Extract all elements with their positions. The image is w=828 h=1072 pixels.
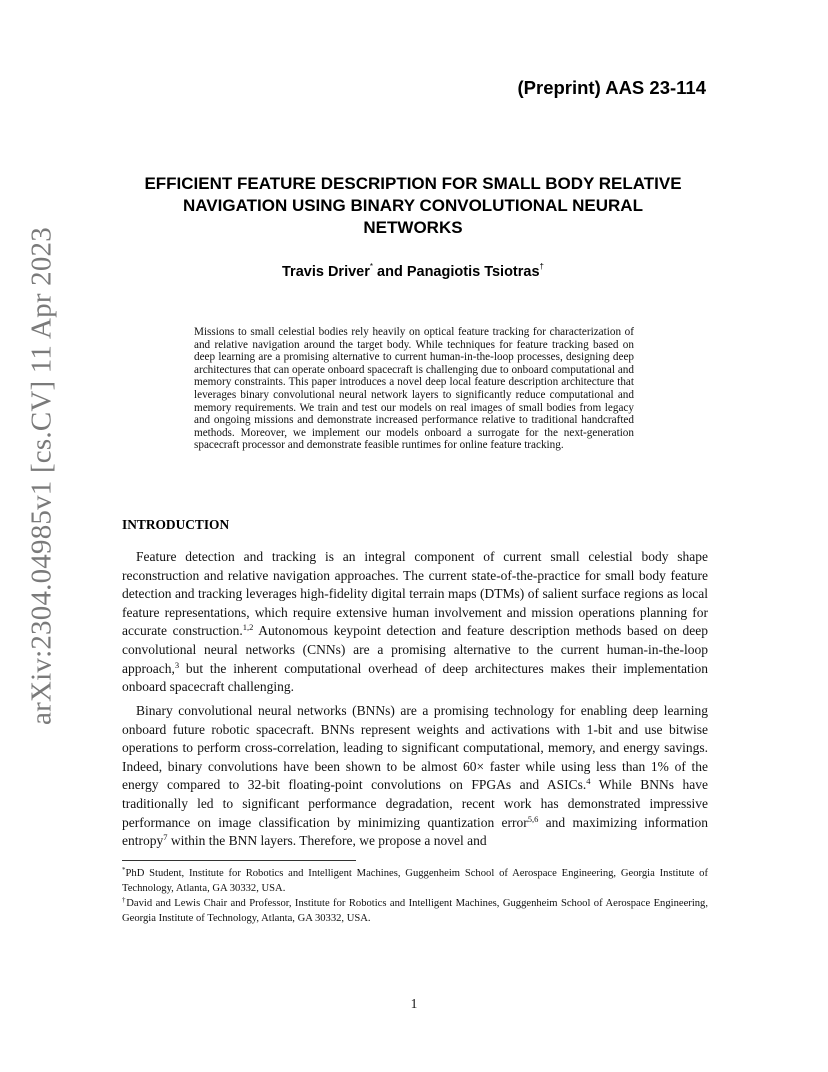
citation-ref: 4 [586,776,591,787]
author-name-2: Panagiotis Tsiotras [406,264,540,280]
citation-ref: 5,6 [527,813,539,824]
paragraph-text: Autonomous keypoint detection and feature description methods based on deep convolutional neural networks (CNNs) are a promising alternative to the current human-in-the-loop approach, [122,623,708,676]
arxiv-identifier-stamp [22,0,62,1072]
footnote-2 [122,896,708,926]
footnote-text: David and Lewis Chair and Professor, Institute for Robotics and Intelligent Machines, Guggenheim School of Aerospace Engineering, Georgia Institute of Technology, Atlanta, GA 30332, USA. [122,898,709,924]
paragraph-text: Binary convolutional neural networks (BNNs) are a promising technology for enabling deep learning onboard future robotic spacecraft. BNNs represent weights and activations with 1-bit and use bitwise operations to perform cross-correlation, leading to significant computational, memory, and energy savings. Indeed, binary convolutions have been shown to be almost 60× faster while using less than 1% of the energy compared to 32-bit floating-point convolutions on FPGAs and ASICs. [122,703,708,793]
body-paragraph-1 [122,548,708,697]
footnote-text: PhD Student, Institute for Robotics and Intelligent Machines, Guggenheim School of Aerospace Engineering, Georgia Institute of Technology, Atlanta, GA 30332, USA. [122,868,708,894]
footnote-mark: † [122,896,127,904]
footnote-1 [122,866,708,896]
author-1-footnote-mark: * [369,262,373,271]
preprint-id: (Preprint) AAS 23-114 [517,77,706,98]
body-paragraph-2 [122,702,708,851]
footnote-mark: * [122,866,126,874]
citation-ref: 7 [163,832,168,843]
paragraph-text: but the inherent computational overhead of deep architectures makes their implementation onboard spacecraft challenging. [122,660,708,695]
citation-ref: 1,2 [242,622,254,633]
paragraph-text: While BNNs have traditionally led to significant performance degradation, recent work has demonstrated impressive performance on image classification by minimizing quantization error [122,777,709,830]
section-heading-introduction: INTRODUCTION [122,517,230,532]
paragraph-text: within the BNN layers. Therefore, we propose a novel and [167,833,487,849]
abstract: Missions to small celestial bodies rely heavily on optical feature tracking for characterization of and relative navigation around the target body. While techniques for feature tracking based on deep learning are a promising alternative to current human-in-the-loop processes, designing deep architectures that can operate onboard spacecraft is challenging due to onboard computational and memory constraints. This paper introduces a novel deep local feature description architecture that leverages binary convolutional neural network layers to significantly reduce computational and memory requirements. We train and test our models on real images of small bodies from legacy and ongoing missions and demonstrate increased performance relative to traditional handcrafted methods. Moreover, we implement our models onboard a surrogate for the next-generation spacecraft processor and demonstrate feasible runtimes for online feature tracking. [194,326,634,452]
page-number: 1 [410,996,418,1011]
author-line [120,262,706,280]
author-conjunction: and [373,264,407,280]
paragraph-text: and maximizing information entropy [122,814,709,849]
paragraph-text: Feature detection and tracking is an integral component of current small celestial body shape reconstruction and relative navigation approaches. The current state-of-the-practice for small body feature detection and tracking leverages high-fidelity digital terrain maps (DTMs) of salient surface regions as local feature representations, which require extensive human involvement and mission operations planning for accurate construction. [122,549,708,639]
arxiv-identifier-text: arXiv:2304.04985v1 [cs.CV] 11 Apr 2023 [25,227,58,725]
author-2-footnote-mark: † [539,262,544,271]
author-name-1: Travis Driver [282,264,370,280]
paper-title: EFFICIENT FEATURE DESCRIPTION FOR SMALL BODY RELATIVE NAVIGATION USING BINARY CONVOLUTIONAL NEURAL NETWORKS [144,174,682,237]
citation-ref: 3 [174,659,180,670]
footnote-divider [122,860,356,861]
